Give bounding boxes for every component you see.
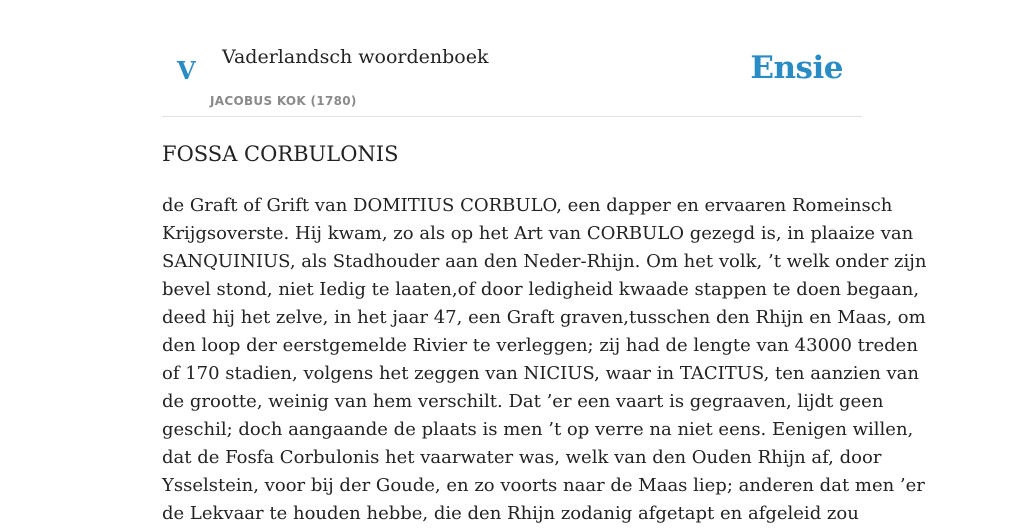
entry-text-line: dat de Fosfa Corbulonis het vaarwater was, welk van den Ouden Rhijn af, door (162, 447, 882, 468)
entry-text-line: geschil; doch aangaande de plaats is men ’t op verre na niet eens. Eenigen willen, (162, 419, 914, 440)
entry-text-line: Krijgsoverste. Hij kwam, zo als op het Art van CORBULO gezegd is, in plaaize van (162, 223, 914, 244)
entry-text-line: den loop der eerstgemelde Rivier te verleggen; zij had de lengte van 43000 treden (162, 335, 918, 356)
letter-index-link[interactable]: V (177, 56, 196, 85)
entry-body (162, 192, 927, 528)
brand-logo[interactable]: Ensie (750, 50, 843, 86)
entry-text-line: bevel stond, niet Iedig te laaten,of door ledigheid kwaade stappen te doen begaan, (162, 279, 920, 300)
entry-text-line: deed hij het zelve, in het jaar 47, een Graft graven,tusschen den Rhijn en Maas, om (162, 307, 926, 328)
page-header (162, 0, 862, 117)
entry-title: FOSSA CORBULONIS (162, 142, 399, 166)
entry-text-line: de Lekvaar te houden hebbe, die den Rhijn zodanig afgetapt en afgeleid zou (162, 503, 859, 524)
entry-text-line: of 170 stadien, volgens het zeggen van NICIUS, waar in TACITUS, ten aanzien van (162, 363, 920, 384)
entry-text-line: de grootte, weinig van hem verschilt. Dat ’er een vaart is gegraaven, lijdt geen (162, 391, 884, 412)
entry-text-line: SANQUINIUS, als Stadhouder aan den Neder-Rhijn. Om het volk, ’t welk onder zijn (162, 251, 927, 272)
page (162, 0, 927, 524)
book-title-link[interactable]: Vaderlandsch woordenboek (222, 46, 489, 68)
book-author: JACOBUS KOK (1780) (210, 94, 357, 108)
entry-text-line: Ysselstein, voor bij der Goude, en zo voorts naar de Maas liep; anderen dat men ’er (162, 475, 925, 496)
entry-text-line: de Graft of Grift van DOMITIUS CORBULO, een dapper en ervaaren Romeinsch (162, 195, 893, 216)
